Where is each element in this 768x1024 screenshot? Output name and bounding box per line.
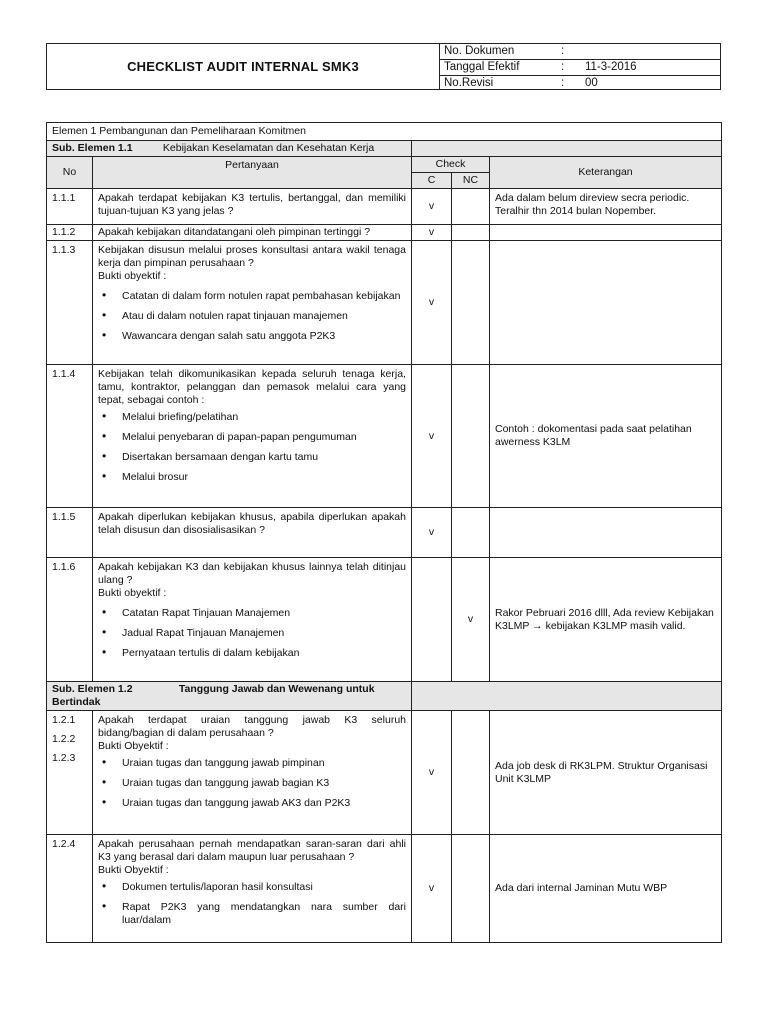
row-keterangan: [490, 508, 722, 558]
row-question: Apakah perusahaan pernah mendapatkan saran-saran dari ahli K3 yang berasal dari dalam maupun luar perusahaan ?: [98, 838, 406, 863]
row-keterangan: Ada job desk di RK3LPM. Struktur Organisasi Unit K3LMP: [490, 711, 722, 835]
row-question: Apakah diperlukan kebijakan khusus, apabila diperlukan apakah telah disusun dan disosialisasikan ?: [93, 508, 412, 558]
check-c: v: [412, 711, 452, 835]
row-question-cell: [93, 711, 412, 835]
table-row: [47, 835, 722, 943]
bukti-label: Bukti obyektif :: [98, 587, 167, 599]
sub-element-label: Sub. Elemen 1.1: [52, 142, 133, 154]
col-check: Check: [412, 157, 490, 173]
meta-label: Tanggal Efektif: [444, 61, 520, 73]
sub-element-title: Tanggung Jawab dan Wewenang untuk Bertindak: [52, 683, 375, 708]
list-item: • Disertakan bersamaan dengan kartu tamu: [98, 451, 406, 464]
row-number: 1.2.3: [52, 752, 76, 764]
check-c: v: [412, 241, 452, 365]
column-header-row: [47, 157, 722, 173]
row-question-cell: [93, 241, 412, 365]
row-keterangan: Ada dari internal Jaminan Mutu WBP: [490, 835, 722, 943]
row-keterangan: Ada dalam belum direview secra periodic. Teralhir thn 2014 bulan Nopember.: [490, 189, 722, 225]
row-question: Apakah terdapat uraian tanggung jawab K3 seluruh bidang/bagian di dalam perusahaan ?: [98, 714, 406, 739]
check-nc: [452, 835, 490, 943]
check-nc: [452, 508, 490, 558]
row-question: Apakah kebijakan K3 dan kebijakan khusus lainnya telah ditinjau ulang ?: [98, 561, 406, 586]
meta-value: 00: [585, 77, 598, 89]
element-title-row: [47, 123, 722, 141]
meta-colon: :: [561, 77, 565, 89]
check-c: v: [412, 365, 452, 508]
list-item: • Melalui briefing/pelatihan: [98, 411, 406, 424]
list-item: • Uraian tugas dan tanggung jawab AK3 dan P2K3: [98, 797, 406, 810]
table-row: [47, 711, 722, 835]
check-c: v: [412, 225, 452, 241]
table-row: [47, 241, 722, 365]
check-nc: [452, 241, 490, 365]
check-nc: [452, 189, 490, 225]
row-question: Apakah terdapat kebijakan K3 tertulis, bertanggal, dan memiliki tujuan-tujuan K3 yang jelas ?: [93, 189, 412, 225]
sub-element-title: Kebijakan Keselamatan dan Kesehatan Kerja: [162, 142, 375, 154]
row-keterangan: Contoh : dokomentasi pada saat pelatihan awerness K3LM: [490, 365, 722, 508]
checklist-table: [46, 122, 722, 943]
list-item: • Jadual Rapat Tinjauan Manajemen: [98, 627, 406, 640]
document-header: [46, 43, 721, 90]
row-number: 1.1.2: [47, 225, 93, 241]
row-number: 1.2.2: [52, 733, 76, 745]
document-meta: [439, 44, 720, 89]
list-item: • Uraian tugas dan tanggung jawab pimpinan: [98, 757, 406, 770]
list-item: • Melalui penyebaran di papan-papan pengumuman: [98, 431, 406, 444]
col-nc: NC: [452, 173, 490, 189]
list-item: • Catatan di dalam form notulen rapat pembahasan kebijakan: [98, 290, 406, 303]
meta-colon: :: [561, 45, 565, 57]
bukti-list: [98, 290, 406, 343]
table-row: [47, 225, 722, 241]
document-title: CHECKLIST AUDIT INTERNAL SMK3: [47, 44, 440, 89]
sub-element-row: [47, 141, 722, 157]
list-item: • Atau di dalam notulen rapat tinjauan manajemen: [98, 310, 406, 323]
row-keterangan: [490, 225, 722, 241]
row-number: 1.1.1: [47, 189, 93, 225]
row-question: Apakah kebijakan ditandatangani oleh pimpinan tertinggi ?: [93, 225, 412, 241]
check-c: [412, 558, 452, 682]
row-question-cell: [93, 558, 412, 682]
row-question-cell: [93, 835, 412, 943]
meta-label: No. Dokumen: [444, 45, 515, 57]
row-number-group: [47, 711, 93, 835]
list-item: • Uraian tugas dan tanggung jawab bagian K3: [98, 777, 406, 790]
meta-colon: :: [561, 61, 565, 73]
row-keterangan: [490, 241, 722, 365]
list-item: • Rapat P2K3 yang mendatangkan nara sumber dari luar/dalam: [98, 901, 406, 927]
bukti-label: Bukti Obyektif :: [98, 740, 169, 752]
row-number: 1.1.3: [47, 241, 93, 365]
bukti-list: [98, 607, 406, 660]
check-c: v: [412, 508, 452, 558]
row-number: 1.1.5: [47, 508, 93, 558]
table-row: [47, 558, 722, 682]
bukti-label: Bukti obyektif :: [98, 270, 167, 282]
table-row: [47, 189, 722, 225]
col-c: C: [412, 173, 452, 189]
list-item: • Melalui brosur: [98, 471, 406, 484]
list-item: • Catatan Rapat Tinjauan Manajemen: [98, 607, 406, 620]
meta-label: No.Revisi: [444, 77, 494, 89]
row-question-cell: [93, 365, 412, 508]
bukti-list: [98, 881, 406, 927]
table-row: [47, 365, 722, 508]
bukti-list: [98, 757, 406, 810]
row-number: 1.2.1: [52, 714, 76, 726]
row-number: 1.1.6: [47, 558, 93, 682]
col-no: No: [47, 157, 93, 189]
table-row: [47, 508, 722, 558]
check-c: v: [412, 189, 452, 225]
list-item: • Dokumen tertulis/laporan hasil konsultasi: [98, 881, 406, 894]
list-item: • Wawancara dengan salah satu anggota P2K3: [98, 330, 406, 343]
row-keterangan: Rakor Pebruari 2016 dlll, Ada review Kebijakan K3LMP → kebijakan K3LMP masih valid.: [490, 558, 722, 682]
sub-element-label: Sub. Elemen 1.2: [52, 683, 133, 695]
meta-row-doc-number: [439, 44, 720, 60]
check-nc: v: [452, 558, 490, 682]
row-question: Kebijakan telah dikomunikasikan kepada seluruh tenaga kerja, tamu, kontraktor, pelanggan dan pemasok melalui cara yang tepat, sebagai contoh :: [98, 368, 406, 406]
bukti-list: [98, 411, 406, 484]
check-c: v: [412, 835, 452, 943]
check-nc: [452, 711, 490, 835]
check-nc: [452, 225, 490, 241]
meta-row-revision: [439, 76, 720, 91]
col-keterangan: Keterangan: [490, 157, 722, 189]
element-title: Elemen 1 Pembangunan dan Pemeliharaan Komitmen: [47, 123, 722, 141]
sub-element-row: [47, 682, 722, 711]
check-nc: [452, 365, 490, 508]
row-number: 1.2.4: [47, 835, 93, 943]
meta-value: 11-3-2016: [585, 61, 637, 73]
col-pertanyaan: Pertanyaan: [93, 157, 412, 189]
row-number: 1.1.4: [47, 365, 93, 508]
bukti-label: Bukti Obyektif :: [98, 864, 169, 876]
row-question: Kebijakan disusun melalui proses konsultasi antara wakil tenaga kerja dan pimpinan perusahaan ?: [98, 244, 406, 269]
list-item: • Pernyataan tertulis di dalam kebijakan: [98, 647, 406, 660]
meta-row-effective-date: [439, 60, 720, 76]
